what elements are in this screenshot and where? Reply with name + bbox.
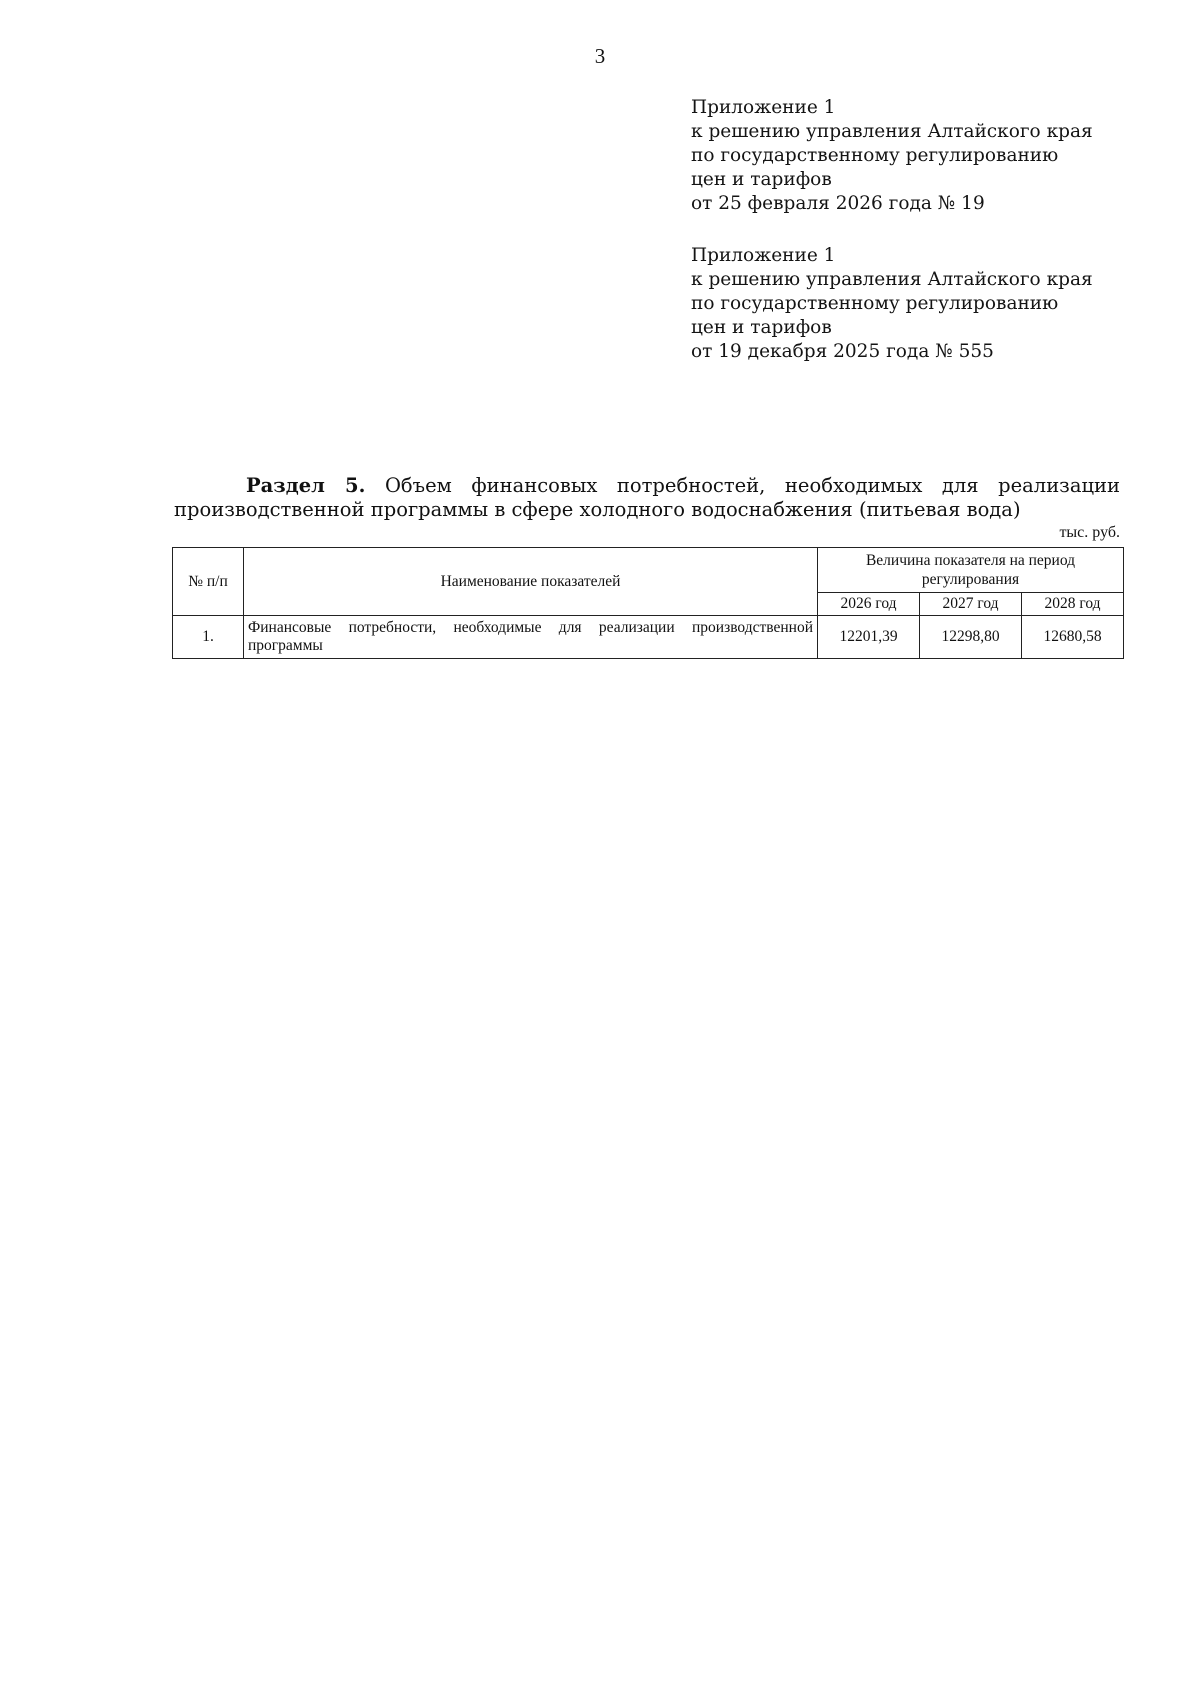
section-heading-line-2: производственной программы в сфере холодного водоснабжения (питьевая вода) <box>174 498 1021 521</box>
appendix-header-previous <box>691 244 1151 364</box>
appendix-line: цен и тарифов <box>691 317 832 338</box>
page-number: 3 <box>594 44 606 68</box>
row-value-2026: 12201,39 <box>818 616 920 659</box>
appendix-header-current <box>691 96 1151 216</box>
header-year-2028: 2028 год <box>1022 593 1124 616</box>
header-period-group: Величина показателя на период регулирования <box>818 548 1124 593</box>
appendix-line: цен и тарифов <box>691 169 832 190</box>
table-header-row <box>173 548 1124 593</box>
section-heading <box>174 474 1120 522</box>
header-indicator-name: Наименование показателей <box>244 548 818 616</box>
row-value-2027: 12298,80 <box>920 616 1022 659</box>
appendix-line: к решению управления Алтайского края <box>691 121 1093 142</box>
section-title-text: Объем финансовых потребностей, необходимых для реализации <box>384 474 1120 497</box>
appendix-line: по государственному регулированию <box>691 145 1059 166</box>
appendix-date: от 25 февраля 2026 года № 19 <box>691 193 985 214</box>
appendix-title: Приложение 1 <box>691 97 836 118</box>
appendix-title: Приложение 1 <box>691 245 836 266</box>
unit-label: тыс. руб. <box>1059 524 1120 541</box>
header-year-2027: 2027 год <box>920 593 1022 616</box>
section-heading-line-1 <box>174 474 1120 498</box>
row-number: 1. <box>173 616 244 659</box>
row-value-2028: 12680,58 <box>1022 616 1124 659</box>
row-indicator-name: Финансовые потребности, необходимые для реализации производственной программы <box>244 616 818 659</box>
header-year-2026: 2026 год <box>818 593 920 616</box>
financial-needs-table <box>172 547 1124 659</box>
appendix-date: от 19 декабря 2025 года № 555 <box>691 341 994 362</box>
section-label: Раздел 5. <box>246 474 366 497</box>
appendix-line: к решению управления Алтайского края <box>691 269 1093 290</box>
table-row <box>173 616 1124 659</box>
appendix-line: по государственному регулированию <box>691 293 1059 314</box>
header-number: № п/п <box>173 548 244 616</box>
